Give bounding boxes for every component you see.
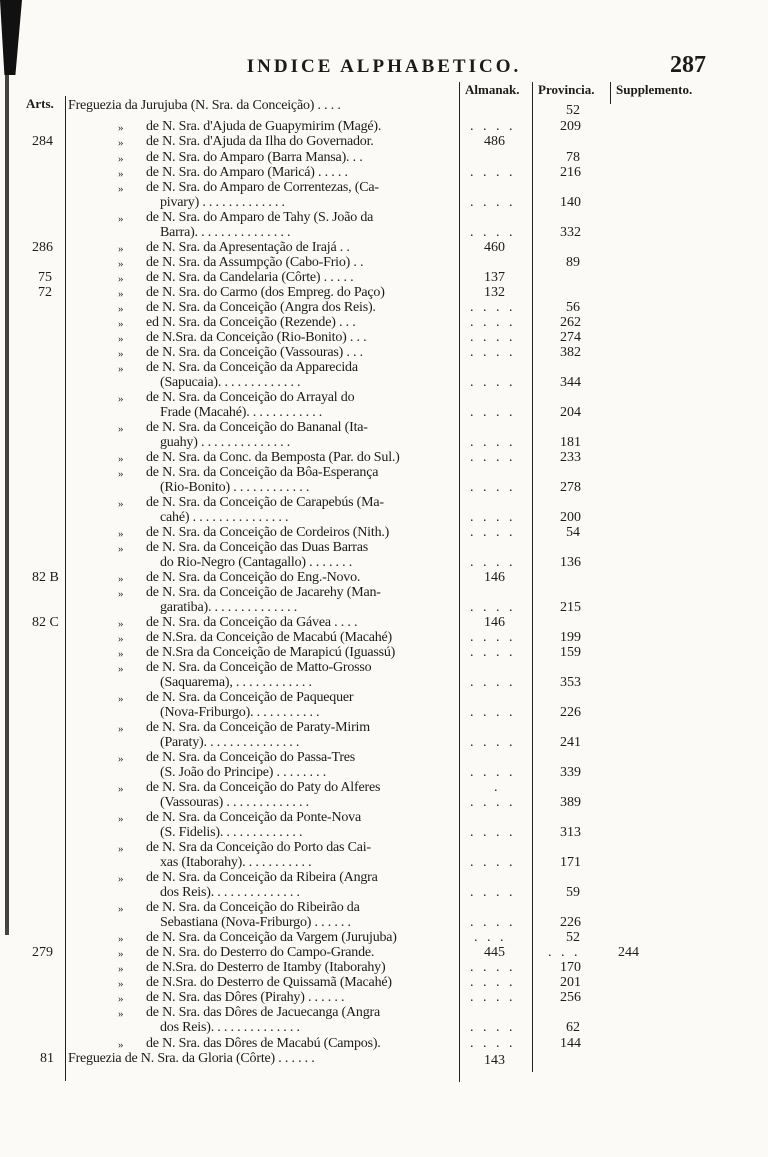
entry-line: (Saquarema), . . . . . . . . . . . .: [160, 675, 312, 690]
provincia-value: 274: [560, 330, 581, 345]
leader-dots: . . . .: [470, 975, 516, 990]
leader-dots: . . . .: [470, 885, 516, 900]
provincia-value: 215: [560, 600, 581, 615]
entry-line: de N. Sra. do Amparo de Tahy (S. João da: [146, 210, 374, 225]
column-rule-almanak: [459, 82, 460, 1082]
entry-line: Barra). . . . . . . . . . . . . . .: [160, 225, 291, 240]
entry-line: (Nova-Friburgo). . . . . . . . . . .: [160, 705, 320, 720]
ditto-mark: »: [118, 693, 124, 705]
leader-dots: . . . .: [470, 510, 516, 525]
leader-dots: . . . .: [470, 705, 516, 720]
ditto-mark: »: [118, 993, 124, 1005]
entry-line: dos Reis). . . . . . . . . . . . . .: [160, 1020, 300, 1035]
entry-line: de N. Sra. da Conceição da Gávea . . . .: [146, 615, 358, 630]
ditto-mark: »: [118, 288, 124, 300]
leader-dots: . . . .: [470, 915, 516, 930]
entry-line: Sebastiana (Nova-Friburgo) . . . . . .: [160, 915, 351, 930]
entry-line: de N.Sra da Conceição de Marapicú (Iguassú): [146, 645, 396, 660]
ditto-mark: »: [118, 183, 124, 195]
ditto-mark: »: [118, 453, 124, 465]
supplemento-value: 244: [618, 945, 639, 960]
almanak-value: 132: [484, 285, 505, 300]
leader-dots: . . . .: [470, 480, 516, 495]
arts-value: 81: [40, 1051, 54, 1066]
ditto-mark: »: [118, 168, 124, 180]
entry-line: (S. Fidelis). . . . . . . . . . . . .: [160, 825, 303, 840]
arts-value: 286: [32, 240, 53, 255]
entry-line: de N. Sra. da Conceição de Matto-Grosso: [146, 660, 372, 675]
arts-value: 284: [32, 134, 53, 149]
entry-line: de N. Sra. da Conceição do Ribeirão da: [146, 900, 360, 915]
provincia-value: 78: [566, 150, 580, 165]
leader-dots: . . . .: [470, 630, 516, 645]
provincia-value: 140: [560, 195, 581, 210]
ditto-mark: »: [118, 137, 124, 149]
ditto-mark: »: [118, 933, 124, 945]
provincia-value: 233: [560, 450, 581, 465]
entry-line: de N.Sra. da Conceição de Macabú (Macahé): [146, 630, 393, 645]
entry-line: de N. Sra. da Conceição da Ribeira (Angra: [146, 870, 378, 885]
leader-dots: . . . .: [470, 119, 516, 134]
column-header-supplemento: Supplemento.: [616, 82, 693, 97]
entry-line: de N. Sra. da Conceição de Jacarehy (Man-: [146, 585, 381, 600]
leader-dots: . . . .: [470, 450, 516, 465]
almanak-value: 137: [484, 270, 505, 285]
entry-line: de N. Sra. da Conceição da Bôa-Esperança: [146, 465, 379, 480]
entry-line: de N. Sra. da Conceição de Paraty-Mirim: [146, 720, 370, 735]
almanak-value: 143: [484, 1053, 505, 1068]
entry-line: de N. Sra. da Conceição de Carapebús (Ma-: [146, 495, 384, 510]
entry-line: de N. Sra. da Conceição do Bananal (Ita-: [146, 420, 368, 435]
ditto-mark: »: [118, 978, 124, 990]
entry-line: de N. Sra. da Assumpção (Cabo-Frio) . .: [146, 255, 364, 270]
provincia-value: 89: [566, 255, 580, 270]
provincia-value: 332: [560, 225, 581, 240]
ditto-mark: »: [118, 723, 124, 735]
entry-line: de N.Sra. da Conceição (Rio-Bonito) . . .: [146, 330, 367, 345]
provincia-value: 226: [560, 705, 581, 720]
ditto-mark: »: [118, 813, 124, 825]
entry-line: de N. Sra. do Amparo (Maricá) . . . . .: [146, 165, 348, 180]
provincia-value: 382: [560, 345, 581, 360]
provincia-value: 216: [560, 165, 581, 180]
entry-line: de N. Sra. da Conceição de Paquequer: [146, 690, 354, 705]
entry-line: de N. Sra. da Conc. da Bemposta (Par. do Sul.): [146, 450, 400, 465]
provincia-value: 339: [560, 765, 581, 780]
entry-line: do Rio-Negro (Cantagallo) . . . . . . .: [160, 555, 353, 570]
leader-dots: . . . .: [470, 600, 516, 615]
ditto-mark: »: [118, 573, 124, 585]
almanak-value: 146: [484, 615, 505, 630]
entry-line: Freguezia de N. Sra. da Gloria (Côrte) . . . . . .: [68, 1051, 315, 1066]
provincia-value: 278: [560, 480, 581, 495]
ditto-mark: »: [118, 528, 124, 540]
ditto-mark: »: [118, 543, 124, 555]
provincia-value: 62: [566, 1020, 580, 1035]
ditto-mark: »: [118, 213, 124, 225]
ditto-mark: »: [118, 243, 124, 255]
entry-line: de N. Sra. da Conceição do Paty do Alferes: [146, 780, 381, 795]
provincia-value: 344: [560, 375, 581, 390]
entry-line: de N. Sra. da Conceição do Eng.-Novo.: [146, 570, 361, 585]
leader-dots: . . .: [548, 945, 581, 960]
ditto-mark: »: [118, 843, 124, 855]
entry-line: de N. Sra. das Dôres de Macabú (Campos).: [146, 1036, 381, 1051]
leader-dots: . . . .: [470, 435, 516, 450]
column-rule-main: [65, 96, 66, 1081]
entry-line: de N. Sra. da Conceição do Passa-Tres: [146, 750, 356, 765]
ditto-mark: »: [118, 873, 124, 885]
column-header-almanak: Almanak.: [465, 82, 520, 97]
leader-dots: . . . .: [470, 1036, 516, 1051]
leader-dots: . . . .: [470, 990, 516, 1005]
provincia-value: 54: [566, 525, 580, 540]
provincia-value: 209: [560, 119, 581, 134]
entry-line: de N. Sra. das Dôres de Jacuecanga (Angra: [146, 1005, 380, 1020]
entry-line: (Rio-Bonito) . . . . . . . . . . . .: [160, 480, 310, 495]
ditto-mark: »: [118, 618, 124, 630]
leader-dots: . . . .: [470, 675, 516, 690]
entry-line: de N. Sra. do Amparo de Correntezas, (Ca-: [146, 180, 379, 195]
leader-dots: . . . .: [470, 795, 516, 810]
almanak-value: 486: [484, 134, 505, 149]
entry-line: de N. Sra. d'Ajuda da Ilha do Governador.: [146, 134, 374, 149]
ditto-mark: »: [118, 318, 124, 330]
provincia-value: 201: [560, 975, 581, 990]
entry-line: de N. Sra. d'Ajuda de Guapymirim (Magé).: [146, 119, 382, 134]
entry-line: pivary) . . . . . . . . . . . . .: [160, 195, 285, 210]
ditto-mark: »: [118, 1039, 124, 1051]
provincia-value: 226: [560, 915, 581, 930]
ditto-mark: »: [118, 363, 124, 375]
entry-line: (S. João do Principe) . . . . . . . .: [160, 765, 327, 780]
provincia-value: 59: [566, 885, 580, 900]
provincia-value: 256: [560, 990, 581, 1005]
arts-value: 82 C: [32, 615, 59, 630]
leader-dots: .: [494, 780, 501, 795]
provincia-value: 181: [560, 435, 581, 450]
entry-line: de N. Sra. da Conceição da Ponte-Nova: [146, 810, 361, 825]
ditto-mark: »: [118, 498, 124, 510]
page-spine: [5, 75, 9, 935]
provincia-value: 52: [566, 103, 580, 118]
provincia-value: 56: [566, 300, 580, 315]
entry-line: de N. Sra. da Conceição do Arrayal do: [146, 390, 355, 405]
provincia-value: 136: [560, 555, 581, 570]
provincia-value: 204: [560, 405, 581, 420]
entry-line: ed N. Sra. da Conceição (Rezende) . . .: [146, 315, 356, 330]
almanak-value: 146: [484, 570, 505, 585]
ditto-mark: »: [118, 153, 124, 165]
leader-dots: . . . .: [470, 735, 516, 750]
ditto-mark: »: [118, 122, 124, 134]
column-header-provincia: Provincia.: [538, 82, 595, 97]
leader-dots: . . . .: [470, 165, 516, 180]
arts-value: 72: [38, 285, 52, 300]
provincia-value: 144: [560, 1036, 581, 1051]
provincia-value: 199: [560, 630, 581, 645]
entry-line: de N. Sra. da Apresentação de Irajá . .: [146, 240, 350, 255]
entry-line: Frade (Macahé). . . . . . . . . . . .: [160, 405, 323, 420]
leader-dots: . . . .: [470, 855, 516, 870]
provincia-value: 200: [560, 510, 581, 525]
leader-dots: . . . .: [470, 825, 516, 840]
provincia-value: 389: [560, 795, 581, 810]
entry-line: de N. Sra. da Conceição das Duas Barras: [146, 540, 368, 555]
arts-value: 75: [38, 270, 52, 285]
provincia-value: 241: [560, 735, 581, 750]
leader-dots: . . . .: [470, 375, 516, 390]
provincia-value: 170: [560, 960, 581, 975]
ditto-mark: »: [118, 648, 124, 660]
provincia-value: 313: [560, 825, 581, 840]
entry-line: cahé) . . . . . . . . . . . . . . .: [160, 510, 289, 525]
leader-dots: . . . .: [470, 315, 516, 330]
entry-line: de N. Sra. do Desterro do Campo-Grande.: [146, 945, 375, 960]
ditto-mark: »: [118, 423, 124, 435]
ditto-mark: »: [118, 303, 124, 315]
entry-line: de N. Sra da Conceição do Porto das Cai-: [146, 840, 371, 855]
column-rule-supplemento: [610, 82, 611, 104]
ditto-mark: »: [118, 1008, 124, 1020]
provincia-value: 171: [560, 855, 581, 870]
ditto-mark: »: [118, 963, 124, 975]
leader-dots: . . . .: [470, 195, 516, 210]
ditto-mark: »: [118, 468, 124, 480]
almanak-value: 445: [484, 945, 505, 960]
provincia-value: 262: [560, 315, 581, 330]
leader-dots: . . . .: [470, 765, 516, 780]
entry-line: de N.Sra. do Desterro de Itamby (Itaborahy): [146, 960, 386, 975]
arts-value: 279: [32, 945, 53, 960]
entry-line: de N. Sra. da Conceição (Vassouras) . . .: [146, 345, 363, 360]
ditto-mark: »: [118, 948, 124, 960]
leader-dots: . . .: [474, 930, 507, 945]
entry-line: de N. Sra. da Candelaria (Côrte) . . . . .: [146, 270, 354, 285]
entry-line: garatiba). . . . . . . . . . . . . .: [160, 600, 298, 615]
leader-dots: . . . .: [470, 1020, 516, 1035]
leader-dots: . . . .: [470, 405, 516, 420]
ditto-mark: »: [118, 903, 124, 915]
column-header-arts: Arts.: [26, 96, 54, 111]
provincia-value: 52: [566, 930, 580, 945]
leader-dots: . . . .: [470, 960, 516, 975]
leader-dots: . . . .: [470, 555, 516, 570]
entry-line: de N. Sra. da Conceição (Angra dos Reis).: [146, 300, 376, 315]
leader-dots: . . . .: [470, 645, 516, 660]
almanak-value: 460: [484, 240, 505, 255]
leader-dots: . . . .: [470, 525, 516, 540]
leader-dots: . . . .: [470, 225, 516, 240]
entry-line: guahy) . . . . . . . . . . . . . .: [160, 435, 291, 450]
entry-line: de N. Sra. do Amparo (Barra Mansa). . .: [146, 150, 363, 165]
entry-line: (Paraty). . . . . . . . . . . . . . .: [160, 735, 300, 750]
ditto-mark: »: [118, 753, 124, 765]
ditto-mark: »: [118, 588, 124, 600]
provincia-value: 159: [560, 645, 581, 660]
entry-line: de N. Sra. da Conceição de Cordeiros (Nith.): [146, 525, 390, 540]
ditto-mark: »: [118, 393, 124, 405]
ditto-mark: »: [118, 333, 124, 345]
entry-line: (Vassouras) . . . . . . . . . . . . .: [160, 795, 309, 810]
leader-dots: . . . .: [470, 330, 516, 345]
page-number: 287: [670, 52, 706, 78]
ditto-mark: »: [118, 783, 124, 795]
leader-dots: . . . .: [470, 345, 516, 360]
entry-line: de N. Sra. da Conceição da Apparecida: [146, 360, 358, 375]
arts-value: 82 B: [32, 570, 59, 585]
leader-dots: . . . .: [470, 300, 516, 315]
entry-line: de N. Sra. das Dôres (Pirahy) . . . . . .: [146, 990, 345, 1005]
entry-line: dos Reis). . . . . . . . . . . . . .: [160, 885, 300, 900]
ditto-mark: »: [118, 273, 124, 285]
ditto-mark: »: [118, 348, 124, 360]
entry-line: de N.Sra. do Desterro de Quissamã (Macahé): [146, 975, 392, 990]
ditto-mark: »: [118, 663, 124, 675]
page-title: INDICE ALPHABETICO.: [246, 56, 522, 77]
provincia-value: 353: [560, 675, 581, 690]
entry-line: (Sapucaia). . . . . . . . . . . . .: [160, 375, 301, 390]
entry-line: xas (Itaborahy). . . . . . . . . . .: [160, 855, 312, 870]
entry-line: de N. Sra. da Conceição da Vargem (Jurujuba): [146, 930, 397, 945]
ditto-mark: »: [118, 258, 124, 270]
column-rule-provincia: [532, 82, 533, 1072]
entry-line: de N. Sra. do Carmo (dos Empreg. do Paço): [146, 285, 385, 300]
entry-line: Freguezia da Jurujuba (N. Sra. da Conceição) . . . .: [68, 98, 341, 113]
ditto-mark: »: [118, 633, 124, 645]
